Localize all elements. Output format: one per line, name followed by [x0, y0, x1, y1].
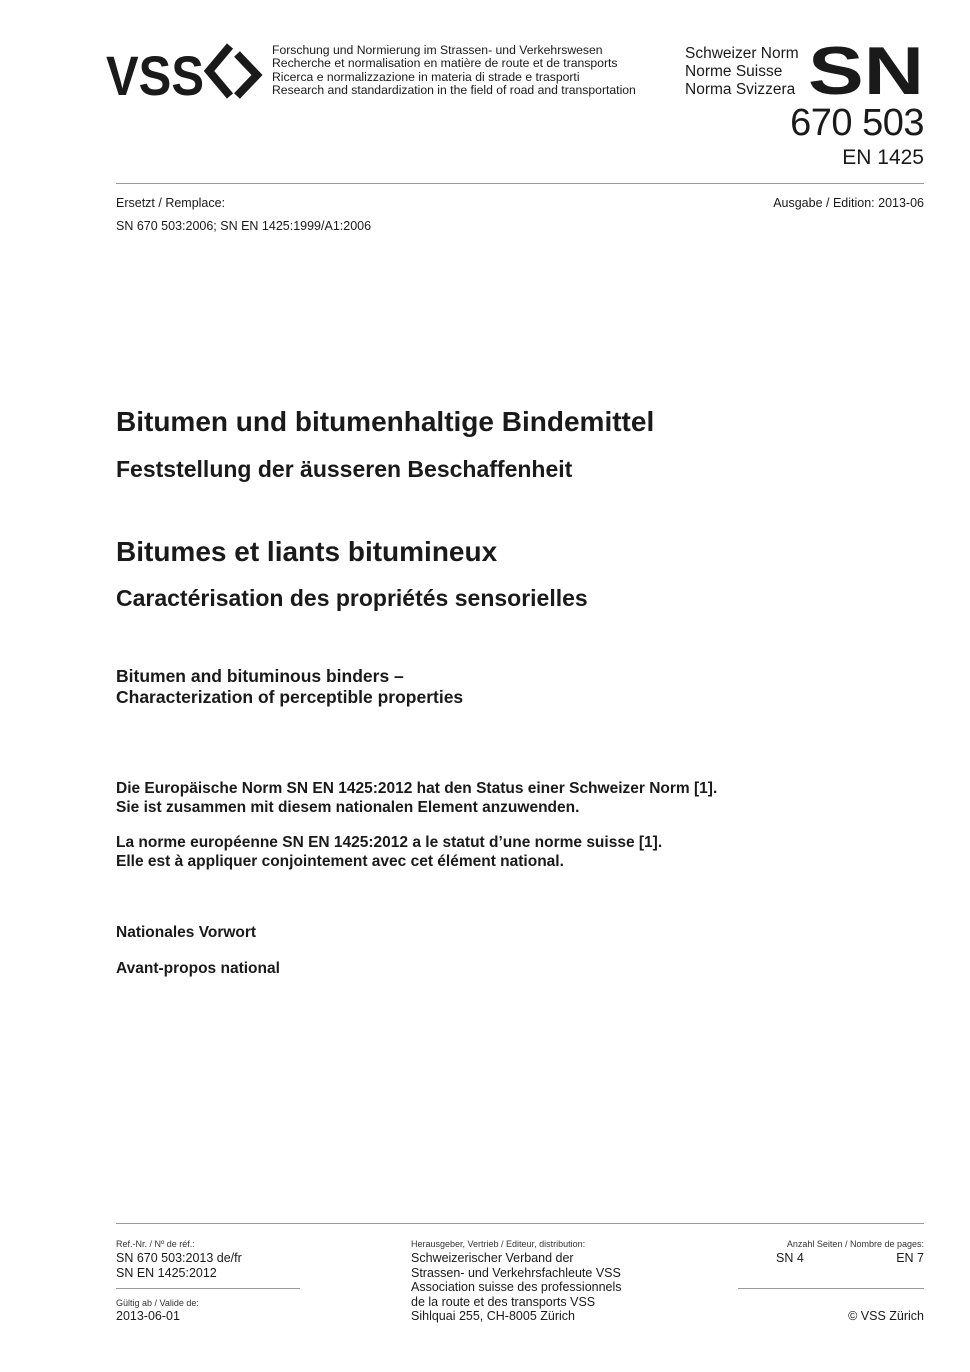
title-en-line2: Characterization of perceptible properties	[116, 687, 464, 707]
sn-logo	[808, 44, 924, 96]
publisher-label: Herausgeber, Vertrieb / Editeur, distribution:	[411, 1239, 586, 1249]
sn-logo-text: SN	[808, 44, 924, 96]
sn-logo-icon	[808, 44, 924, 96]
valid-from-label: Gültig ab / Valide de:	[116, 1298, 199, 1308]
publisher-line: Schweizerischer Verband der	[411, 1251, 574, 1265]
vss-logo-text: VSS	[106, 44, 204, 103]
page-count-label: Anzahl Seiten / Nombre de pages:	[786, 1239, 924, 1249]
page-count-en: EN 7	[896, 1251, 924, 1265]
page-count-sn: SN 4	[776, 1251, 804, 1265]
statement-fr-line1: La norme européenne SN EN 1425:2012 a le statut d’une norme suisse [1].	[116, 834, 663, 851]
reference-label: Ref.-Nr. / Nº de réf.:	[116, 1239, 195, 1249]
standard-number: 670 503	[790, 102, 924, 144]
org-line-de: Forschung und Normierung im Strassen- und Verkehrswesen	[272, 43, 603, 57]
vss-logo-icon	[106, 43, 266, 103]
replaces-value: SN 670 503:2006; SN EN 1425:1999/A1:2006	[116, 219, 372, 233]
title-de-sub: Feststellung der äusseren Beschaffenheit	[116, 456, 573, 482]
statement-de-line1: Die Europäische Norm SN EN 1425:2012 hat den Status einer Schweizer Norm [1].	[116, 780, 718, 797]
header-divider	[116, 183, 924, 184]
norm-line-it: Norma Svizzera	[685, 81, 796, 98]
publisher-address: Sihlquai 255, CH-8005 Zürich	[411, 1309, 575, 1323]
title-fr-main: Bitumes et liants bitumineux	[116, 536, 498, 567]
org-line-it: Ricerca e normalizzazione in materia di strade e trasporti	[272, 69, 580, 84]
reference-line2: SN EN 1425:2012	[116, 1266, 217, 1280]
publisher-line: Association suisse des professionnels	[411, 1280, 622, 1294]
footer-divider	[116, 1223, 924, 1224]
section-heading-fr: Avant-propos national	[116, 960, 280, 977]
swiss-norm-label	[685, 45, 799, 99]
title-en-line1: Bitumen and bituminous binders –	[116, 666, 404, 686]
edition-date: Ausgabe / Edition: 2013-06	[773, 196, 924, 210]
section-heading-de: Nationales Vorwort	[116, 924, 257, 941]
norm-line-fr: Norme Suisse	[685, 63, 783, 80]
norm-line-de: Schweizer Norm	[685, 45, 799, 62]
footer-left-divider	[116, 1288, 300, 1289]
organisation-description	[272, 44, 636, 98]
statement-fr-line2: Elle est à appliquer conjointement avec cet élément national.	[116, 853, 564, 870]
reference-line1: SN 670 503:2013 de/fr	[116, 1251, 242, 1265]
publisher-line: de la route et des transports VSS	[411, 1295, 596, 1309]
publisher-line: Strassen- und Verkehrsfachleute VSS	[411, 1266, 621, 1280]
en-number: EN 1425	[842, 146, 924, 169]
vss-logo	[106, 43, 266, 103]
statement-de-line2: Sie ist zusammen mit diesem nationalen Element anzuwenden.	[116, 799, 580, 816]
valid-from-value: 2013-06-01	[116, 1309, 180, 1323]
title-de-main: Bitumen und bitumenhaltige Bindemittel	[116, 406, 655, 437]
org-line-fr: Recherche et normalisation en matière de route et de transports	[272, 56, 618, 71]
title-fr-sub: Caractérisation des propriétés sensorielles	[116, 585, 588, 611]
copyright: © VSS Zürich	[848, 1309, 924, 1323]
replaces-label: Ersetzt / Remplace:	[116, 196, 226, 210]
footer-right-divider	[738, 1288, 924, 1289]
org-line-en: Research and standardization in the field of road and transportation	[272, 83, 636, 98]
